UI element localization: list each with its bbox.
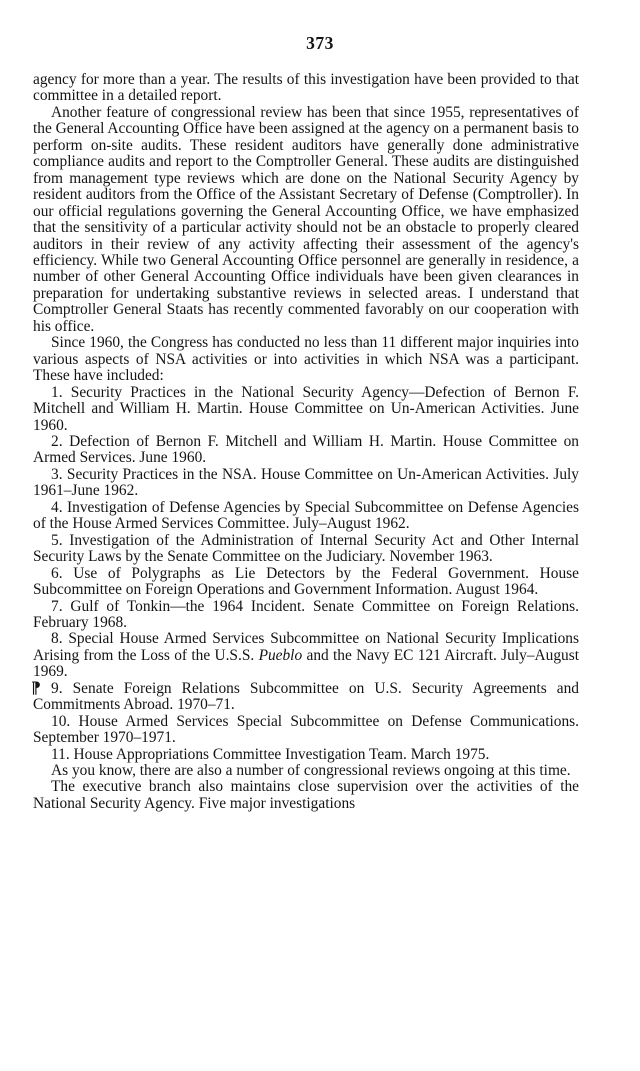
inquiry-item — [33, 631, 579, 680]
inquiry-item: 10. House Armed Services Special Subcommittee on Defense Communications. September 1970–1971. — [33, 712, 579, 747]
inquiry-item: 4. Investigation of Defense Agencies by Special Subcommittee on Defense Agencies of the House Armed Services Committee. July–August 1962. — [33, 498, 579, 533]
inquiry-item: 3. Security Practices in the NSA. House Committee on Un-American Activities. July 1961–June 1962. — [33, 465, 579, 500]
inquiry-item: 11. House Appropriations Committee Investigation Team. March 1975. — [51, 745, 490, 763]
paragraph: The executive branch also maintains close supervision over the activities of the National Security Agency. Five major investigations — [33, 778, 579, 812]
inquiry-item: 5. Investigation of the Administration of Internal Security Act and Other Internal Security Laws by the Senate Committee on the Judiciary. November 1963. — [33, 531, 579, 566]
margin-marker-icon: ⁋ — [31, 679, 41, 697]
inquiry-item: 2. Defection of Bernon F. Mitchell and William H. Martin. House Committee on Armed Services. June 1960. — [33, 432, 579, 467]
paragraph: Since 1960, the Congress has conducted no less than 11 different major inquiries into various aspects of NSA activities or into activities in which NSA was a participant. These have included: — [33, 334, 579, 385]
inquiry-item — [33, 681, 579, 714]
paragraph: agency for more than a year. The results of this investigation have been provided to that committee in a detailed report. — [33, 71, 579, 105]
inquiry-item-text: and the Navy EC 121 Aircraft. July–August 1969. — [33, 646, 579, 681]
inquiry-item-text: 9. Senate Foreign Relations Subcommittee on U.S. Security Agreements and Commitments Abroad. 1970–71. — [33, 679, 579, 714]
inquiry-item: 7. Gulf of Tonkin—the 1964 Incident. Senate Committee on Foreign Relations. February 1968. — [33, 597, 579, 631]
page-number: 373 — [306, 33, 334, 53]
body-text — [33, 72, 579, 812]
inquiry-item: 1. Security Practices in the National Security Agency—Defection of Bernon F. Mitchell and William H. Martin. House Committee on Un-American Activities. June 1960. — [33, 383, 579, 434]
inquiry-item-text: 8. Special House Armed Services Subcommittee on National Security Implications Arising from the Loss of the U.S.S. — [33, 630, 579, 664]
paragraph: As you know, there are also a number of congressional reviews ongoing at this time. — [51, 762, 571, 780]
paragraph: Another feature of congressional review has been that since 1955, representatives of the General Accounting Office have been assigned at the agency on a permanent basis to perform on-site audits. These resident auditors have generally done administrative compliance audits and report to the Comptroller General. These audits are distinguished from management type reviews which are done on the National Security Agency by resident auditors from the Office of the Assistant Secretary of Defense (Comptroller). In our official regulations governing the General Accounting Office, we have emphasized that the sensitivity of a particular activity should not be an obstacle to properly cleared auditors in their review of any activity affecting their assessment of the agency's efficiency. While two General Accounting Office personnel are generally in residence, a number of other General Accounting Office individuals have been given clearances in preparation for undertaking substantive reviews in selected areas. I understand that Comptroller General Staats has recently commented favorably on our cooperation with his office. — [33, 103, 579, 335]
ship-name: Pueblo — [258, 646, 303, 664]
inquiry-item: 6. Use of Polygraphs as Lie Detectors by the Federal Government. House Subcommittee on Foreign Operations and Government Information. August 1964. — [33, 564, 579, 599]
